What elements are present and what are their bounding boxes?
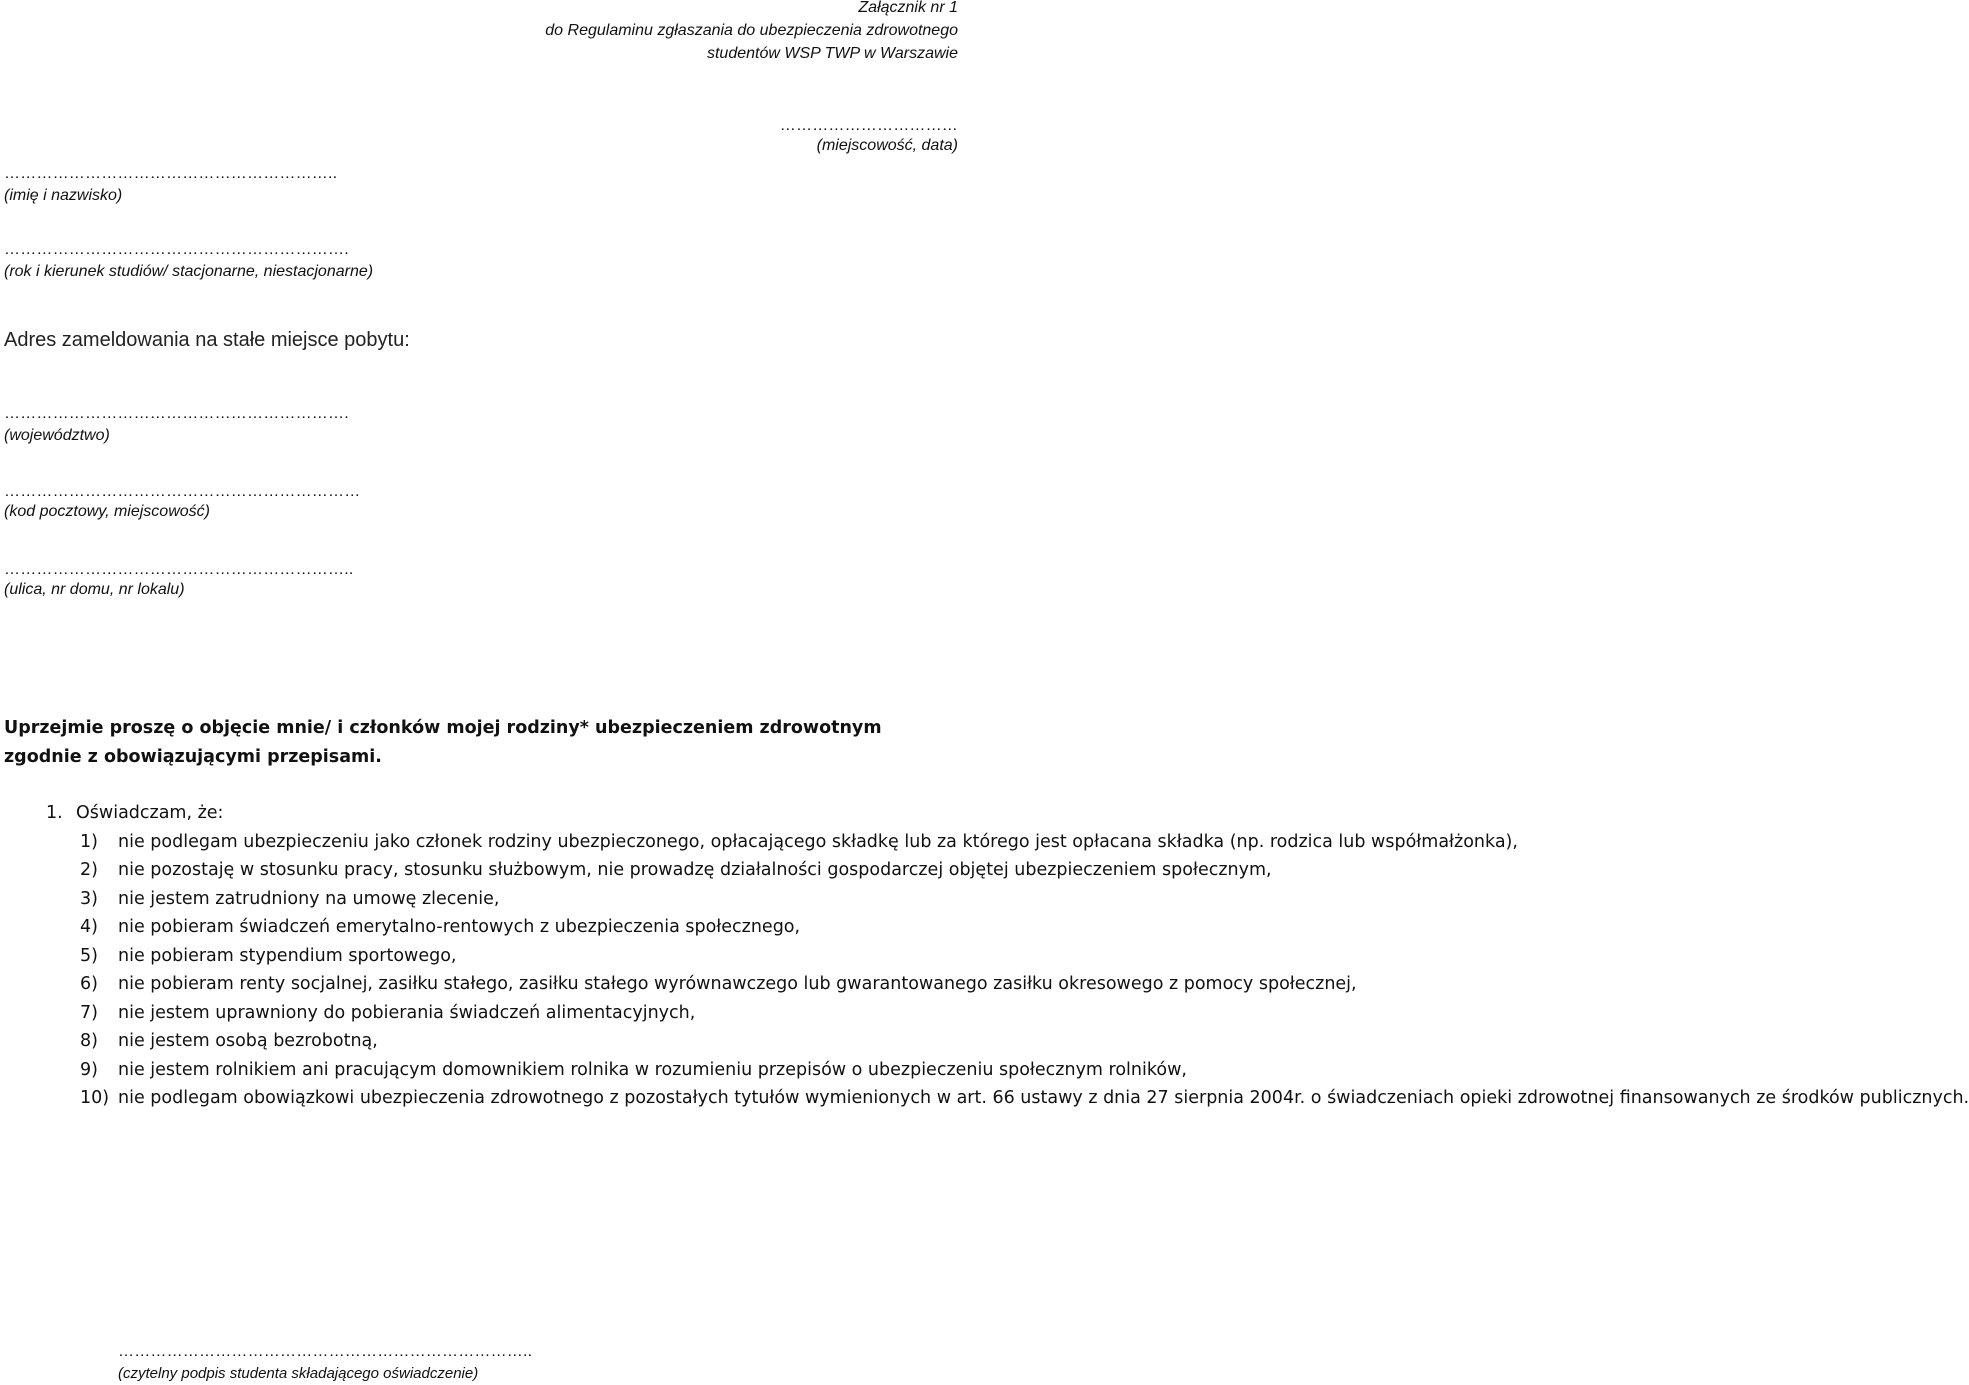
item-number: 9)	[80, 1059, 98, 1080]
declaration-number: 1.	[46, 803, 63, 823]
declaration-item-3	[0, 885, 960, 914]
request-paragraph: Uprzejmie proszę o objęcie mnie/ i członków mojej rodziny* ubezpieczeniem zdrowotnym zgodnie z obowiązującymi przepisami.	[4, 718, 882, 767]
declaration-item-10	[0, 1084, 1969, 1113]
declaration-heading	[0, 799, 960, 828]
declaration-item-1	[0, 828, 1518, 857]
item-text: nie jestem zatrudniony na umowę zlecenie,	[118, 888, 500, 909]
declaration-item-7	[0, 999, 960, 1028]
name-caption: (imię i nazwisko)	[4, 187, 123, 204]
item-number: 6)	[80, 974, 98, 994]
address-title: Adres zameldowania na stałe miejsce pobytu:	[4, 329, 410, 351]
declaration	[0, 799, 1969, 1113]
study-dots[interactable]: ……………………………………………………….	[4, 241, 349, 258]
postal-dots[interactable]: …………………………………………………………	[4, 483, 361, 500]
annex-line-2: do Regulaminu zgłaszania do ubezpieczenia zdrowotnego	[545, 22, 958, 39]
item-number: 1)	[80, 831, 98, 852]
street-dots[interactable]: ………………………………………………………..	[4, 561, 354, 578]
postal-caption: (kod pocztowy, miejscowość)	[4, 503, 210, 520]
voivodeship-caption: (województwo)	[4, 427, 110, 444]
declaration-item-8	[0, 1027, 960, 1056]
item-number: 8)	[80, 1031, 98, 1051]
item-text: nie pobieram renty socjalnej, zasiłku stałego, zasiłku stałego wyrównawczego lub gwarantowanego zasiłku okresowego z pomocy społecznej,	[118, 974, 1357, 994]
item-text: nie jestem uprawniony do pobierania świadczeń alimentacyjnych,	[118, 1002, 696, 1023]
place-date-caption: (miejscowość, data)	[816, 137, 958, 154]
annex-line-3: studentów WSP TWP w Warszawie	[706, 45, 958, 62]
item-number: 7)	[80, 1002, 98, 1023]
signature-caption: (czytelny podpis studenta składającego oświadczenie)	[118, 1365, 479, 1382]
item-number: 3)	[80, 888, 98, 909]
declaration-item-9	[0, 1056, 1187, 1085]
place-date-dots[interactable]: ……………………………	[779, 117, 958, 134]
item-number: 5)	[80, 945, 98, 966]
item-number: 10)	[80, 1088, 110, 1108]
declaration-item-5	[0, 942, 960, 971]
annex-header	[545, 0, 958, 65]
declaration-item-2	[0, 856, 1272, 885]
item-text: nie jestem osobą bezrobotną,	[118, 1031, 378, 1051]
annex-line-1: Załącznik nr 1	[858, 0, 958, 16]
signature-dots[interactable]: …………………………………………………………………..	[118, 1343, 533, 1360]
item-text: nie pozostaję w stosunku pracy, stosunku służbowym, nie prowadzę działalności gospodarczej objętej ubezpieczeniem społecznym,	[118, 860, 1272, 880]
street-caption: (ulica, nr domu, nr lokalu)	[4, 581, 185, 598]
voivodeship-dots[interactable]: ……………………………………………………….	[4, 405, 349, 422]
item-text: nie jestem rolnikiem ani pracującym domownikiem rolnika w rozumieniu przepisów o ubezpieczeniu społecznym rolników,	[118, 1059, 1187, 1080]
declaration-item-4	[0, 913, 960, 942]
item-number: 2)	[80, 860, 98, 880]
study-caption: (rok i kierunek studiów/ stacjonarne, niestacjonarne)	[4, 263, 374, 280]
item-text: nie podlegam ubezpieczeniu jako członek rodziny ubezpieczonego, opłacającego składkę lub za którego jest opłacana składka (np. rodzica lub współmałżonka),	[118, 831, 1518, 852]
declaration-item-6	[0, 970, 1357, 999]
item-number: 4)	[80, 917, 98, 937]
item-text: nie podlegam obowiązkowi ubezpieczenia zdrowotnego z pozostałych tytułów wymienionych w art. 66 ustawy z dnia 27 sierpnia 2004r. o świadczeniach opieki zdrowotnej finansowanych ze środków publicznych.	[118, 1088, 1969, 1108]
item-text: nie pobieram świadczeń emerytalno-rentowych z ubezpieczenia społecznego,	[118, 917, 801, 937]
declaration-heading-text: Oświadczam, że:	[76, 803, 224, 823]
item-text: nie pobieram stypendium sportowego,	[118, 945, 457, 966]
name-dots[interactable]: ……………………………………………………..	[4, 165, 338, 182]
